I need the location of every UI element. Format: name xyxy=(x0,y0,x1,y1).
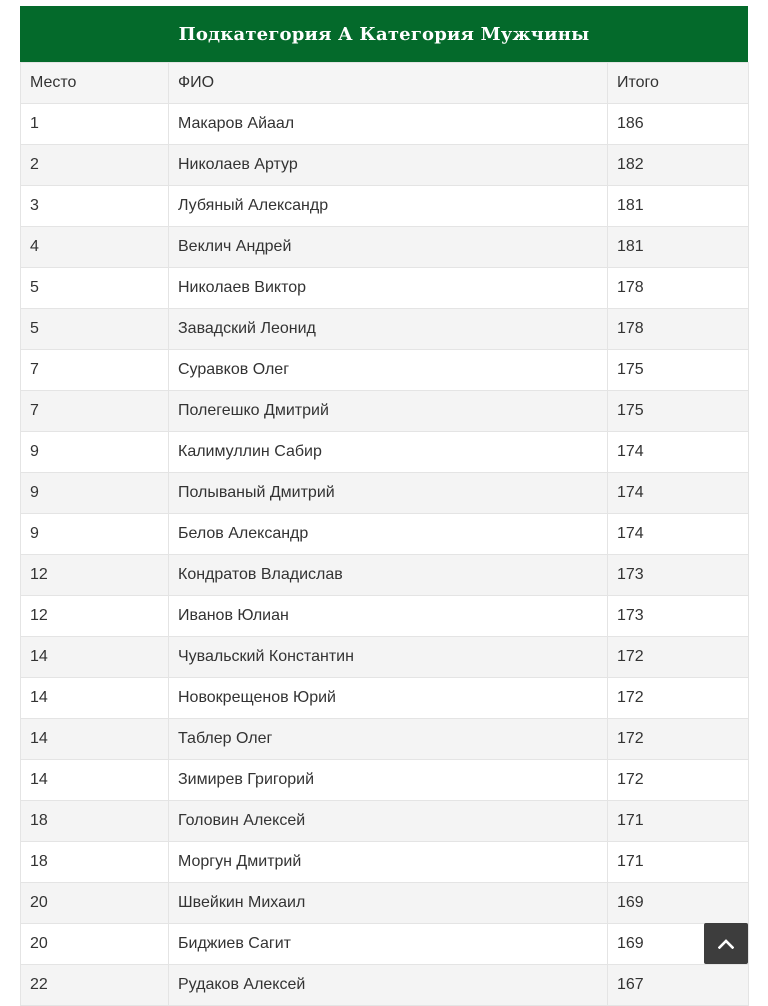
scroll-to-top-button[interactable] xyxy=(704,923,748,964)
cell-total: 186 xyxy=(608,104,749,145)
cell-place: 2 xyxy=(21,145,169,186)
table-row xyxy=(21,514,749,555)
cell-name: Таблер Олег xyxy=(169,719,608,760)
cell-total: 175 xyxy=(608,350,749,391)
chevron-up-icon xyxy=(718,939,734,949)
table-row xyxy=(21,719,749,760)
cell-place: 14 xyxy=(21,760,169,801)
cell-name: Рудаков Алексей xyxy=(169,965,608,1006)
table-row xyxy=(21,186,749,227)
table-row xyxy=(21,678,749,719)
cell-total: 181 xyxy=(608,186,749,227)
table-row xyxy=(21,596,749,637)
table-row xyxy=(21,555,749,596)
cell-place: 14 xyxy=(21,678,169,719)
cell-total: 172 xyxy=(608,719,749,760)
cell-place: 7 xyxy=(21,350,169,391)
table-row xyxy=(21,760,749,801)
table-row xyxy=(21,473,749,514)
cell-name: Головин Алексей xyxy=(169,801,608,842)
table-title: Подкатегория А Категория Мужчины xyxy=(20,6,748,62)
cell-name: Зимирев Григорий xyxy=(169,760,608,801)
cell-name: Лубяный Александр xyxy=(169,186,608,227)
cell-place: 20 xyxy=(21,924,169,965)
cell-total: 182 xyxy=(608,145,749,186)
cell-name: Кондратов Владислав xyxy=(169,555,608,596)
column-header-place: Место xyxy=(21,63,169,104)
cell-total: 172 xyxy=(608,637,749,678)
cell-total: 173 xyxy=(608,596,749,637)
table-row xyxy=(21,965,749,1006)
table-row xyxy=(21,350,749,391)
table-row xyxy=(21,268,749,309)
cell-place: 12 xyxy=(21,555,169,596)
cell-place: 3 xyxy=(21,186,169,227)
cell-name: Полываный Дмитрий xyxy=(169,473,608,514)
cell-total: 172 xyxy=(608,760,749,801)
results-panel xyxy=(20,6,748,1006)
cell-name: Белов Александр xyxy=(169,514,608,555)
cell-name: Николаев Виктор xyxy=(169,268,608,309)
cell-total: 167 xyxy=(608,965,749,1006)
table-body xyxy=(21,104,749,1006)
cell-place: 5 xyxy=(21,309,169,350)
results-table xyxy=(20,62,749,1006)
cell-total: 169 xyxy=(608,883,749,924)
table-row xyxy=(21,391,749,432)
cell-total: 178 xyxy=(608,268,749,309)
cell-name: Веклич Андрей xyxy=(169,227,608,268)
cell-place: 22 xyxy=(21,965,169,1006)
cell-place: 18 xyxy=(21,842,169,883)
table-row xyxy=(21,842,749,883)
cell-name: Швейкин Михаил xyxy=(169,883,608,924)
table-header-row xyxy=(21,63,749,104)
cell-name: Иванов Юлиан xyxy=(169,596,608,637)
table-row xyxy=(21,883,749,924)
cell-name: Макаров Айаал xyxy=(169,104,608,145)
cell-total: 174 xyxy=(608,473,749,514)
cell-total: 171 xyxy=(608,842,749,883)
cell-total: 169 xyxy=(608,924,749,965)
table-row xyxy=(21,432,749,473)
cell-name: Калимуллин Сабир xyxy=(169,432,608,473)
column-header-total: Итого xyxy=(608,63,749,104)
table-row xyxy=(21,637,749,678)
table-row xyxy=(21,104,749,145)
cell-place: 7 xyxy=(21,391,169,432)
cell-name: Суравков Олег xyxy=(169,350,608,391)
cell-total: 175 xyxy=(608,391,749,432)
cell-name: Моргун Дмитрий xyxy=(169,842,608,883)
cell-name: Новокрещенов Юрий xyxy=(169,678,608,719)
cell-place: 18 xyxy=(21,801,169,842)
cell-place: 5 xyxy=(21,268,169,309)
cell-name: Николаев Артур xyxy=(169,145,608,186)
cell-total: 171 xyxy=(608,801,749,842)
cell-place: 14 xyxy=(21,719,169,760)
cell-name: Полегешко Дмитрий xyxy=(169,391,608,432)
cell-place: 4 xyxy=(21,227,169,268)
cell-name: Чувальский Константин xyxy=(169,637,608,678)
column-header-name: ФИО xyxy=(169,63,608,104)
cell-name: Завадский Леонид xyxy=(169,309,608,350)
cell-place: 1 xyxy=(21,104,169,145)
cell-total: 173 xyxy=(608,555,749,596)
cell-place: 9 xyxy=(21,473,169,514)
cell-total: 174 xyxy=(608,432,749,473)
table-row xyxy=(21,924,749,965)
cell-place: 20 xyxy=(21,883,169,924)
cell-place: 9 xyxy=(21,432,169,473)
cell-place: 12 xyxy=(21,596,169,637)
cell-place: 9 xyxy=(21,514,169,555)
cell-total: 178 xyxy=(608,309,749,350)
cell-place: 14 xyxy=(21,637,169,678)
table-row xyxy=(21,309,749,350)
cell-total: 181 xyxy=(608,227,749,268)
cell-total: 174 xyxy=(608,514,749,555)
cell-total: 172 xyxy=(608,678,749,719)
table-row xyxy=(21,801,749,842)
table-row xyxy=(21,145,749,186)
cell-name: Биджиев Сагит xyxy=(169,924,608,965)
table-row xyxy=(21,227,749,268)
